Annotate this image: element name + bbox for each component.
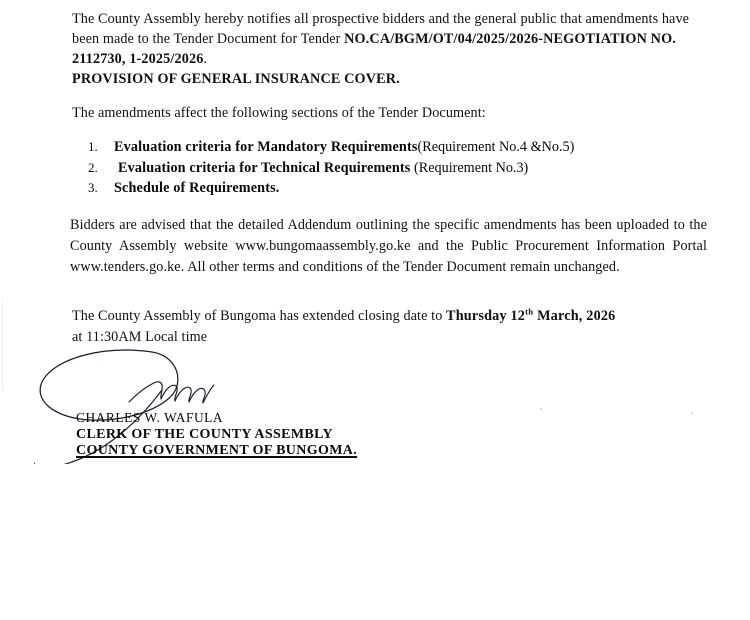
amendment-list <box>72 137 712 199</box>
list-item <box>72 137 712 158</box>
list-item-bold-text: Evaluation criteria for Technical Requirements <box>118 159 411 176</box>
intro-paragraph <box>72 9 692 89</box>
closing-time-line: at 11:30AM Local time <box>72 329 208 345</box>
list-item <box>72 178 712 199</box>
list-item-normal-text: (Requirement No.3) <box>410 159 529 176</box>
closing-date-value <box>446 308 615 324</box>
tender-number: NO.CA/BGM/OT/04/2025/2026-NEGOTIATION NO. 2112730, 1-2025/2026 <box>72 31 676 67</box>
list-item-bold-text: Evaluation criteria for Mandatory Requirements <box>114 139 418 155</box>
signatory-organisation: COUNTY GOVERNMENT OF BUNGOMA. <box>76 443 358 459</box>
bidders-notice-paragraph: Bidders are advised that the detailed Addendum outlining the specific amendments has been uploaded to the County Assembly website www.bungomaassembly.go.ke and the Public Procurement Information Portal www.tenders.go.ke. All other terms and conditions of the Tender Document remain unchanged. <box>70 217 707 275</box>
closing-date-paragraph <box>72 306 712 348</box>
list-item-number: 2. <box>88 159 98 175</box>
signatory-title: CLERK OF THE COUNTY ASSEMBLY <box>76 426 333 442</box>
intro-lead-text: The County Assembly hereby notifies all prospective bidders and the general public that amendments have been made to the Tender Document for Tender <box>72 11 690 47</box>
list-item-bold-text: Schedule of Requirements. <box>114 180 280 196</box>
signatory-name: CHARLES W. WAFULA <box>76 410 224 425</box>
tender-subject: PROVISION OF GENERAL INSURANCE COVER. <box>72 71 400 87</box>
scan-speckle <box>691 412 693 414</box>
scan-speckle <box>2 300 3 390</box>
scan-speckle <box>540 408 542 410</box>
list-item <box>72 158 712 179</box>
affected-sections-intro: The amendments affect the following sections of the Tender Document: <box>72 105 486 121</box>
closing-date-ordinal: th <box>525 306 534 317</box>
intro-after-number: . <box>203 51 208 67</box>
closing-date-rest: March, 2026 <box>533 308 616 324</box>
list-item-normal-text: (Requirement No.4 &No.5) <box>417 139 575 155</box>
closing-date-lead: The County Assembly of Bungoma has extended closing date to <box>72 308 447 324</box>
list-item-number: 3. <box>88 180 98 195</box>
list-item-number: 1. <box>88 139 98 154</box>
signatory-block <box>76 410 357 459</box>
closing-date-day: Thursday 12 <box>446 308 526 324</box>
